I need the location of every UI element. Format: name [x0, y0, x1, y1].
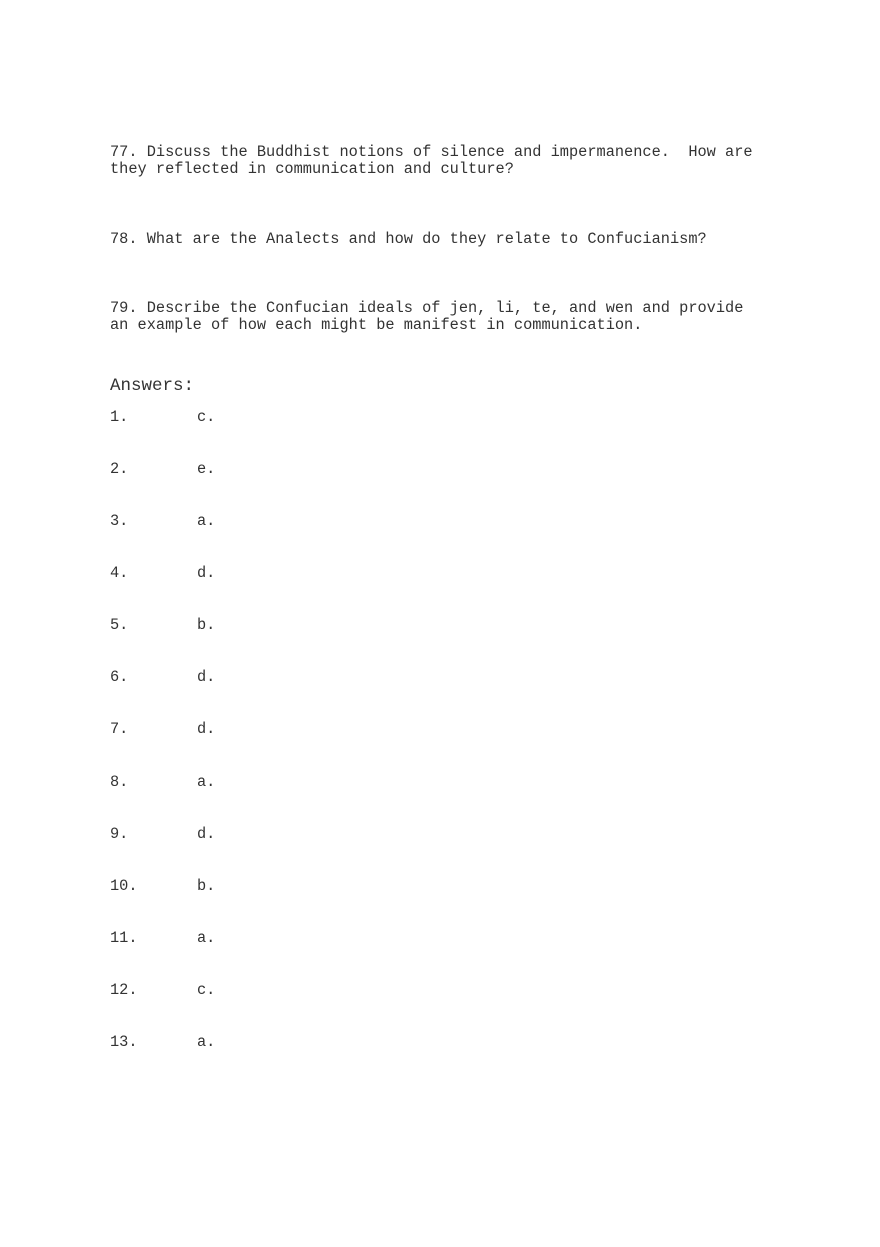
answer-letter: b. [197, 616, 216, 635]
question-77: 77. Discuss the Buddhist notions of silence and impermanence. How are they reflected in communication and culture? [110, 143, 753, 178]
answer-number: 12. [110, 980, 138, 999]
answer-letter: e. [197, 460, 216, 479]
answer-number: 4. [110, 564, 129, 583]
answer-letter: d. [197, 564, 216, 583]
answer-letter: d. [197, 720, 216, 739]
question-79: 79. Describe the Confucian ideals of jen, li, te, and wen and provide an example of how each might be manifest in communication. [110, 299, 744, 334]
answer-number: 1. [110, 408, 129, 426]
answer-letter: c. [197, 980, 216, 999]
answer-number: 3. [110, 512, 129, 531]
answer-number: 11. [110, 928, 138, 947]
question-78: 78. What are the Analects and how do they relate to Confucianism? [110, 230, 707, 248]
answer-number: 8. [110, 772, 129, 791]
answer-number: 2. [110, 460, 129, 479]
answer-letter: a. [197, 772, 216, 791]
answer-number: 9. [110, 824, 129, 843]
answer-letter: b. [197, 876, 216, 895]
answer-letter: d. [197, 824, 216, 843]
answer-letter: a. [197, 928, 216, 947]
answer-number: 5. [110, 616, 129, 635]
answer-number: 7. [110, 720, 129, 739]
answers-heading: Answers: [110, 376, 195, 396]
answer-number: 13. [110, 1032, 138, 1051]
answer-letter: a. [197, 1032, 216, 1051]
answer-number: 10. [110, 876, 138, 895]
answer-letter: c. [197, 408, 216, 426]
answer-letter: d. [197, 668, 216, 687]
answer-letter: a. [197, 512, 216, 531]
answer-number: 6. [110, 668, 129, 687]
